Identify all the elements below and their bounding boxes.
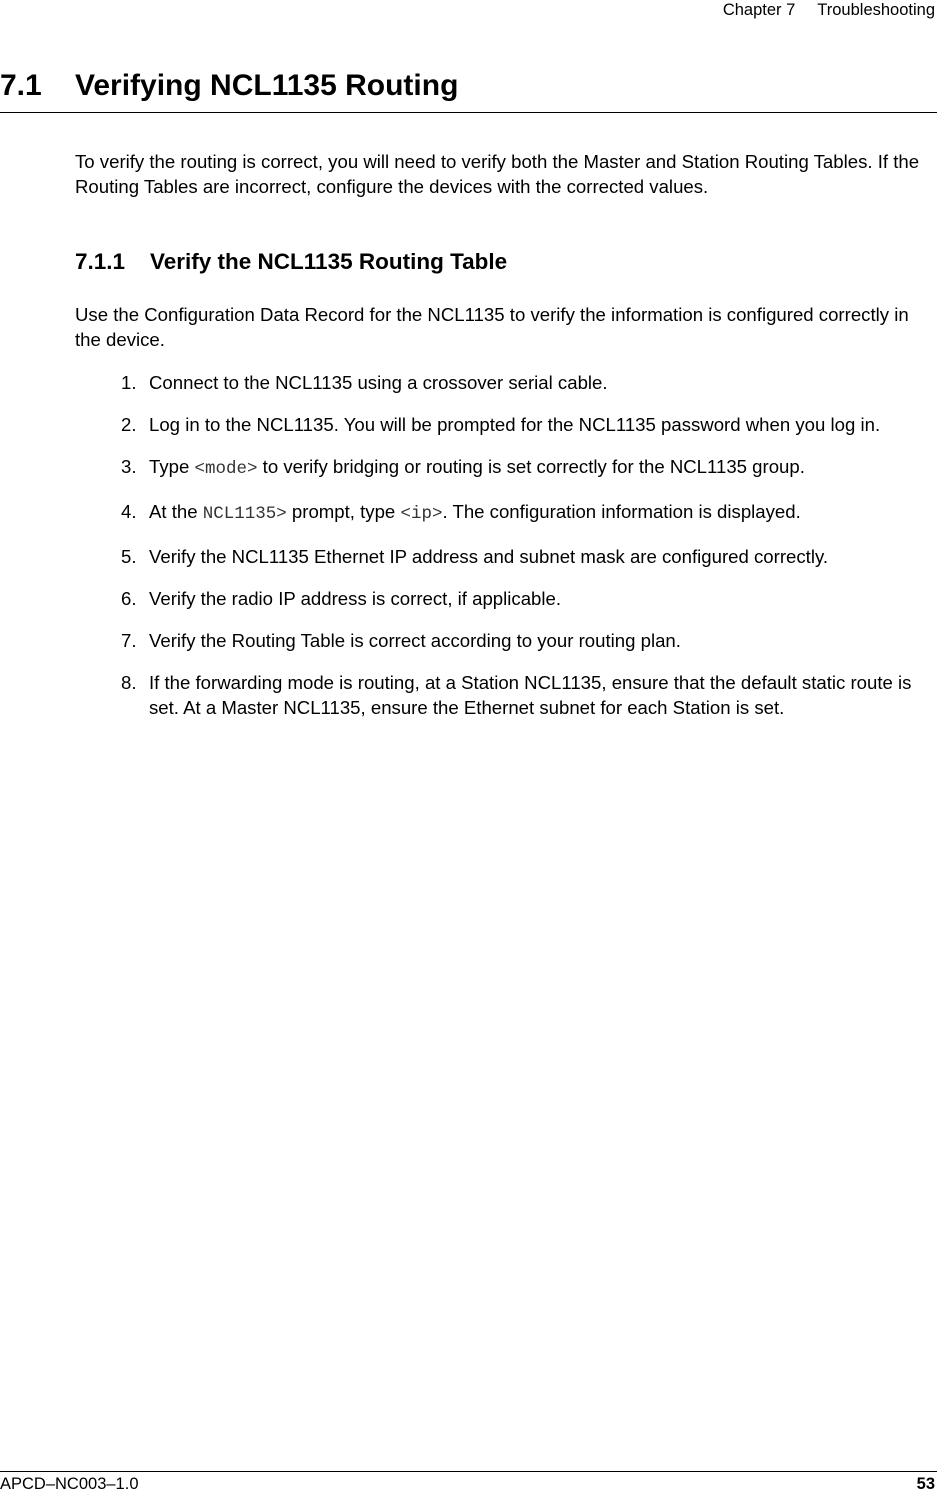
step-text-post: to verify bridging or routing is set correctly for the NCL1135 group. [257, 456, 805, 477]
chapter-label: Chapter 7 [722, 1, 796, 19]
step-number: 7. [121, 630, 137, 651]
step-number: 6. [121, 588, 137, 609]
step-text-pre: At the [149, 501, 203, 522]
chapter-title: Troubleshooting [817, 1, 935, 19]
step-text: If the forwarding mode is routing, at a Station NCL1135, ensure that the default static route is set. At a Master NCL1135, ensure the Ethernet subnet for each Station is set. [149, 672, 912, 718]
step-number: 5. [121, 546, 137, 567]
step-text: Log in to the NCL1135. You will be prompted for the NCL1135 password when you log in. [149, 414, 881, 435]
step-item [121, 586, 937, 611]
command-code: <mode> [194, 459, 258, 479]
step-text-mid: prompt, type [286, 501, 401, 522]
document-id: APCD–NC003–1.0 [0, 1475, 139, 1493]
command-code: <ip> [400, 504, 443, 524]
step-number: 8. [121, 672, 137, 693]
step-number: 1. [121, 372, 137, 393]
step-text: Verify the radio IP address is correct, if applicable. [149, 588, 562, 609]
running-header [723, 0, 935, 20]
step-number: 3. [121, 456, 137, 477]
section-title [0, 68, 458, 104]
step-number: 4. [121, 501, 137, 522]
step-item [121, 670, 937, 720]
step-text-pre: Type [149, 456, 195, 477]
steps-list [121, 370, 937, 737]
step-item [121, 628, 937, 653]
section-title-text: Verifying NCL1135 Routing [75, 69, 459, 102]
step-item [121, 499, 937, 527]
step-item [121, 544, 937, 569]
step-item [121, 370, 937, 395]
step-number: 2. [121, 414, 137, 435]
step-text-post: . The configuration information is displayed. [442, 501, 801, 522]
subsection-number: 7.1.1 [75, 249, 126, 274]
section-intro: To verify the routing is correct, you will need to verify both the Master and Station Routing Tables. If the Routing Tables are incorrect, configure the devices with the corrected values. [75, 151, 920, 197]
page-number: 53 [916, 1475, 935, 1493]
subsection-title [75, 248, 507, 276]
step-item [121, 412, 937, 437]
section-number: 7.1 [0, 69, 42, 102]
section-rule [0, 112, 937, 113]
subsection-intro: Use the Configuration Data Record for the NCL1135 to verify the information is configured correctly in the device. [75, 304, 909, 350]
step-text: Verify the NCL1135 Ethernet IP address and subnet mask are configured correctly. [149, 546, 829, 567]
step-text: Connect to the NCL1135 using a crossover serial cable. [149, 372, 608, 393]
step-text: Verify the Routing Table is correct according to your routing plan. [149, 630, 681, 651]
footer-rule [0, 1471, 937, 1472]
prompt-code: NCL1135> [202, 504, 287, 524]
step-item [121, 454, 937, 482]
subsection-title-text: Verify the NCL1135 Routing Table [150, 249, 508, 274]
